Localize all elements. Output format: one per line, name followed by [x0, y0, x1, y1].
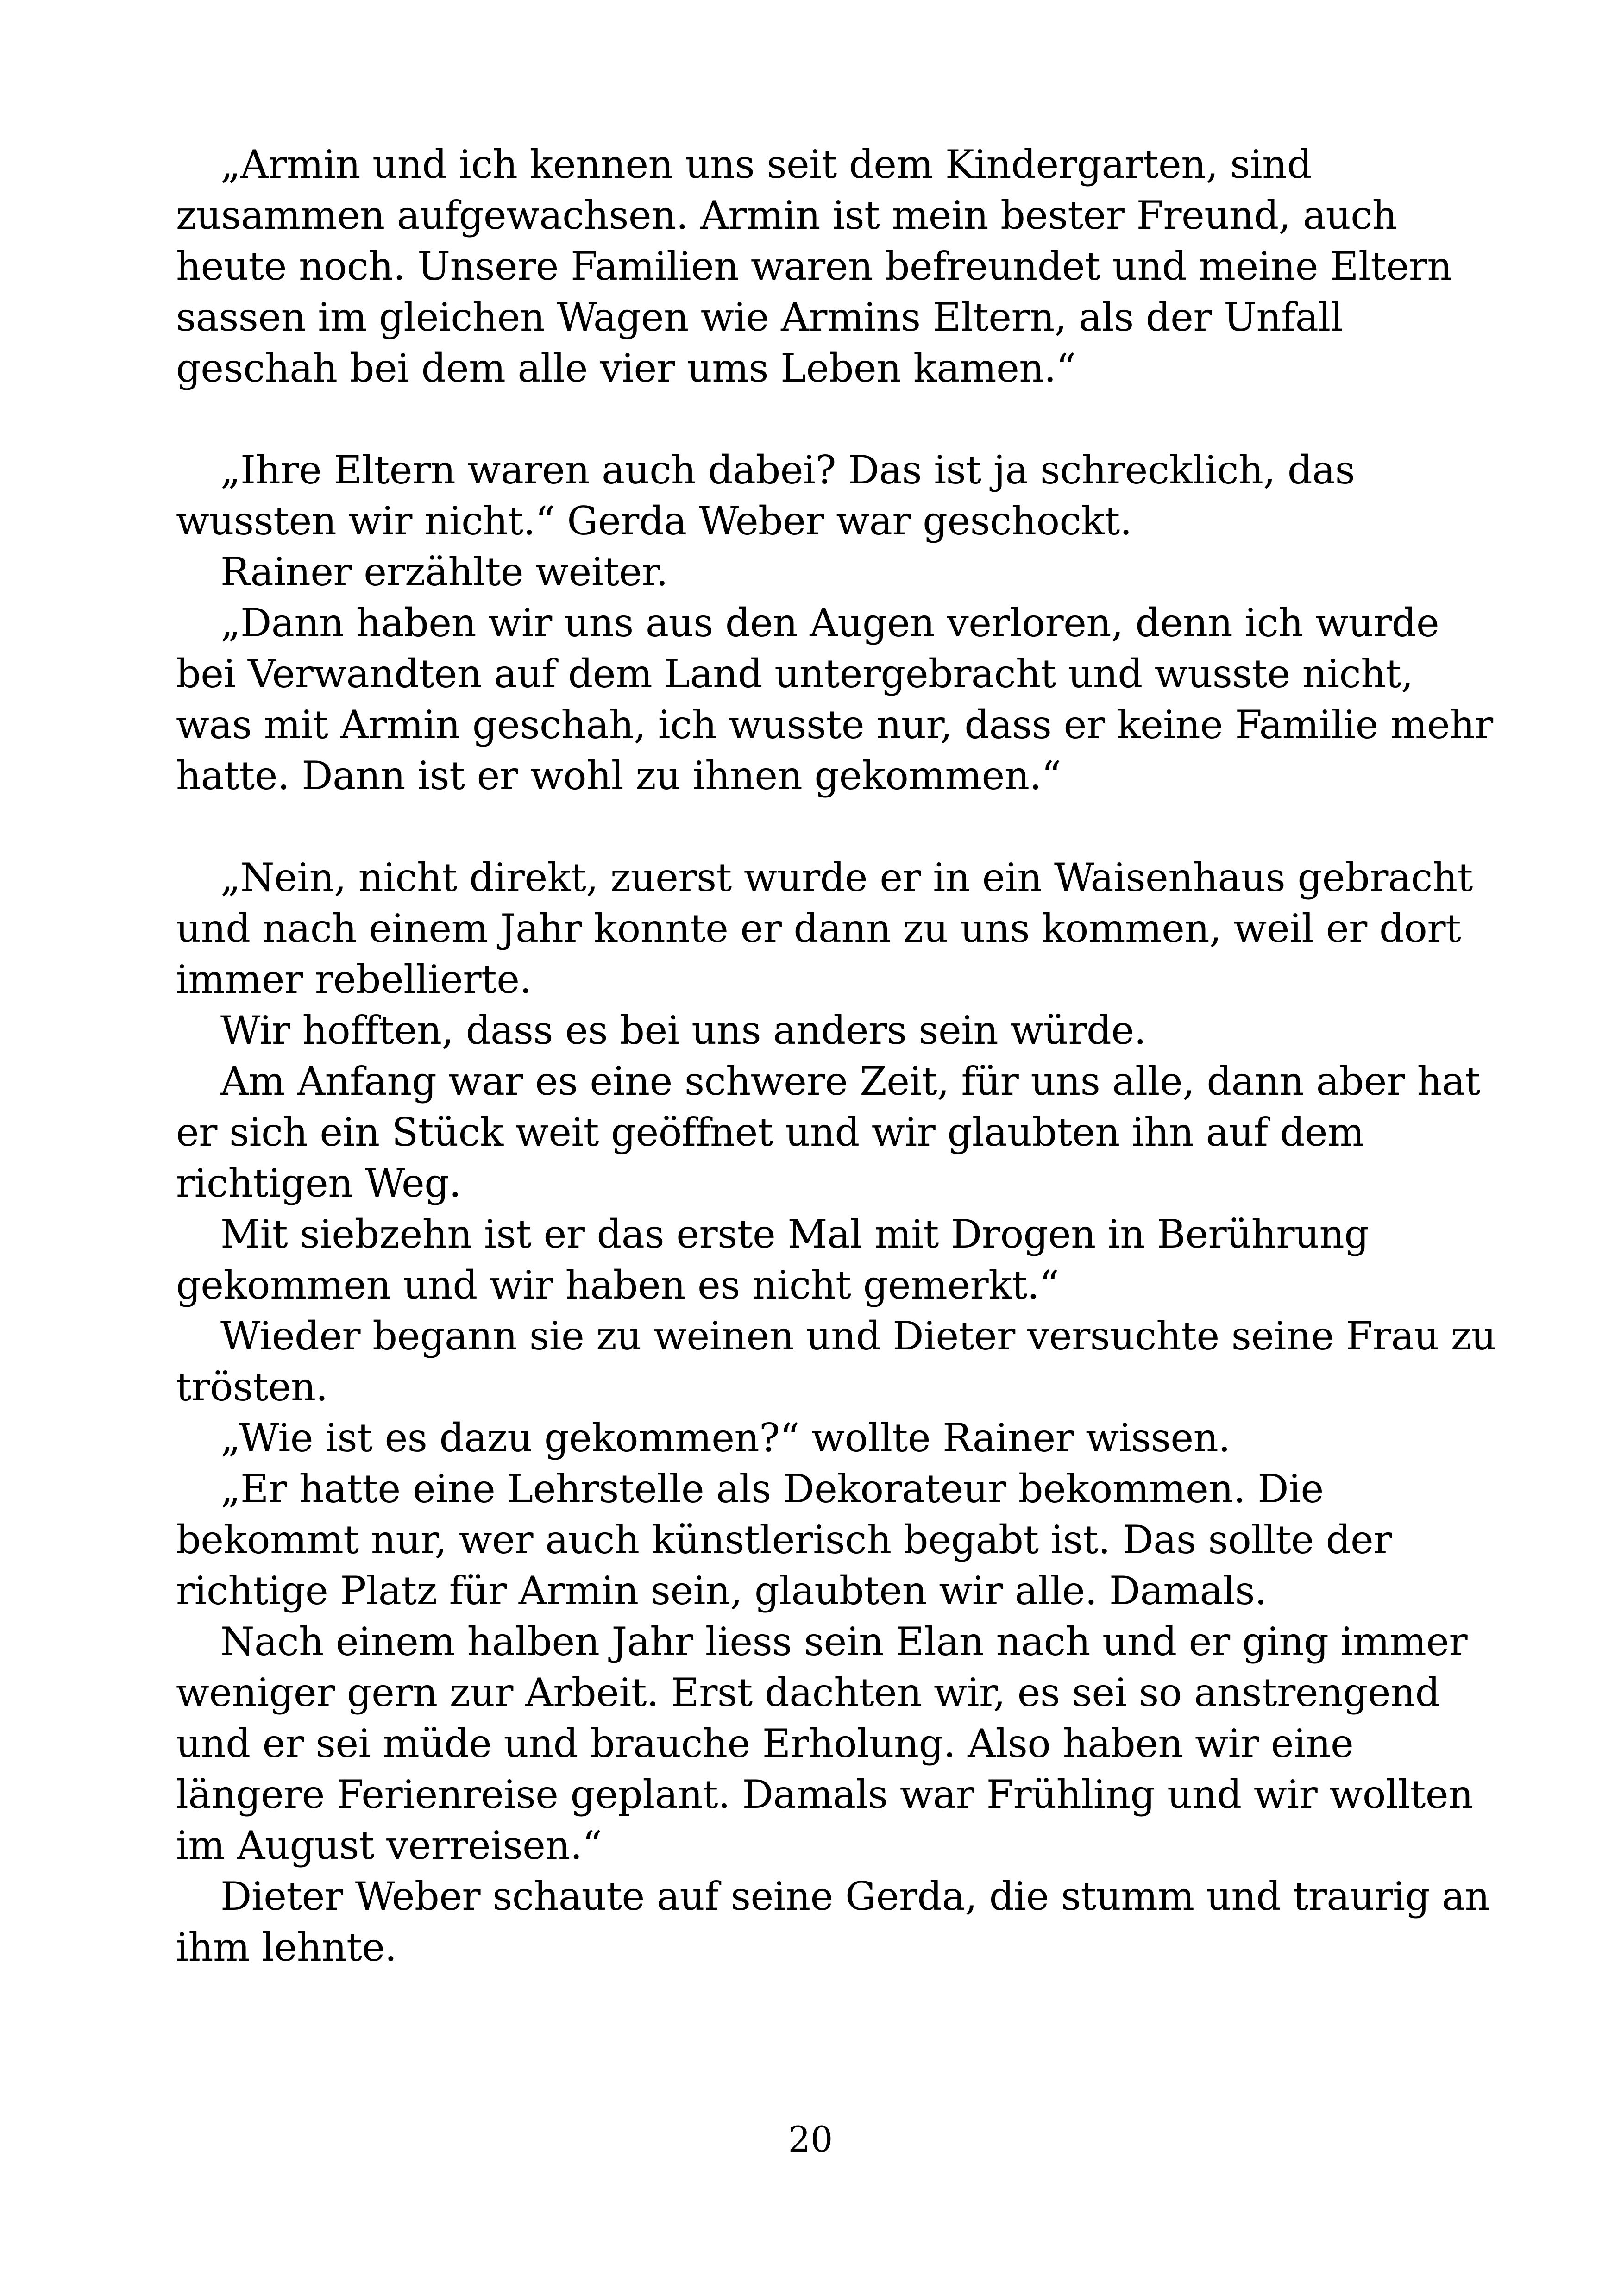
text-line: weniger gern zur Arbeit. Erst dachten wir, es sei so anstrengend	[176, 1670, 1440, 1715]
text-line: und nach einem Jahr konnte er dann zu uns kommen, weil er dort	[176, 906, 1461, 951]
text-line: „Wie ist es dazu gekommen?“ wollte Rainer wissen.	[220, 1415, 1231, 1461]
text-line: „Dann haben wir uns aus den Augen verloren, denn ich wurde	[220, 600, 1439, 646]
text-line: zusammen aufgewachsen. Armin ist mein bester Freund, auch	[176, 193, 1397, 238]
text-line: Am Anfang war es eine schwere Zeit, für uns alle, dann aber hat	[220, 1059, 1481, 1104]
text-line: richtigen Weg.	[176, 1161, 461, 1206]
text-line: Dieter Weber schaute auf seine Gerda, die stumm und traurig an	[220, 1874, 1490, 1919]
text-line: Wir hofften, dass es bei uns anders sein würde.	[220, 1008, 1146, 1053]
text-line: trösten.	[176, 1364, 328, 1410]
text-line: er sich ein Stück weit geöffnet und wir glaubten ihn auf dem	[176, 1110, 1364, 1155]
page-number: 20	[788, 2119, 833, 2160]
text-line: längere Ferienreise geplant. Damals war Frühling und wir wollten	[176, 1772, 1473, 1817]
text-line: Rainer erzählte weiter.	[220, 549, 668, 595]
text-line: geschah bei dem alle vier ums Leben kamen.“	[176, 345, 1076, 391]
text-line: Mit siebzehn ist er das erste Mal mit Drogen in Berührung	[220, 1211, 1369, 1257]
text-line: bekommt nur, wer auch künstlerisch begabt ist. Das sollte der	[176, 1517, 1392, 1562]
text-line: wussten wir nicht.“ Gerda Weber war geschockt.	[176, 498, 1132, 544]
text-line: sassen im gleichen Wagen wie Armins Eltern, als der Unfall	[176, 295, 1343, 340]
text-line: „Armin und ich kennen uns seit dem Kindergarten, sind	[220, 142, 1312, 187]
text-line: Wieder begann sie zu weinen und Dieter versuchte seine Frau zu	[220, 1313, 1496, 1359]
text-line: Nach einem halben Jahr liess sein Elan nach und er ging immer	[220, 1619, 1468, 1664]
text-line: richtige Platz für Armin sein, glaubten wir alle. Damals.	[176, 1568, 1267, 1613]
text-line: gekommen und wir haben es nicht gemerkt.“	[176, 1262, 1059, 1308]
text-line: „Er hatte eine Lehrstelle als Dekorateur bekommen. Die	[220, 1466, 1324, 1512]
body-text	[176, 139, 1496, 1973]
text-line: „Ihre Eltern waren auch dabei? Das ist ja schrecklich, das	[220, 447, 1355, 493]
text-line: ihm lehnte.	[176, 1925, 397, 1970]
text-line: hatte. Dann ist er wohl zu ihnen gekommen.“	[176, 753, 1062, 798]
text-line: immer rebellierte.	[176, 957, 532, 1002]
text-line: „Nein, nicht direkt, zuerst wurde er in ein Waisenhaus gebracht	[220, 855, 1473, 900]
text-line: im August verreisen.“	[176, 1823, 602, 1868]
text-line: was mit Armin geschah, ich wusste nur, dass er keine Familie mehr	[176, 702, 1493, 747]
paragraph-gap	[176, 394, 1454, 445]
text-line: heute noch. Unsere Familien waren befreundet und meine Eltern	[176, 244, 1452, 289]
paragraph-gap	[176, 801, 1454, 852]
text-line: bei Verwandten auf dem Land untergebracht und wusste nicht,	[176, 651, 1414, 696]
text-line: und er sei müde und brauche Erholung. Also haben wir eine	[176, 1721, 1354, 1766]
